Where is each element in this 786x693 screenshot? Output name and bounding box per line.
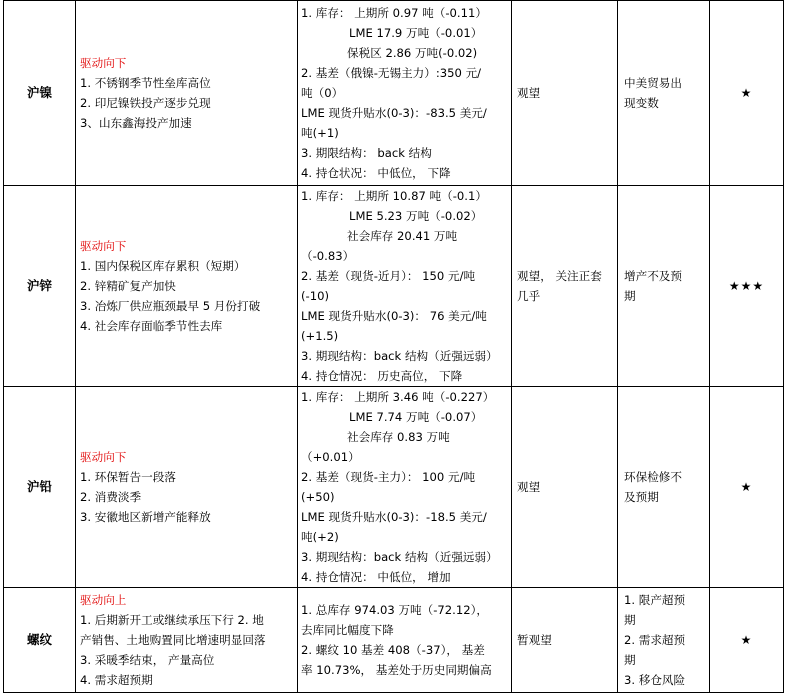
- driver-item: 3. 采暖季结束， 产量高位: [80, 653, 215, 667]
- driver-direction: 驱动向下: [80, 239, 127, 253]
- view-text: 暂观望: [517, 633, 552, 647]
- view-cell: [512, 1, 618, 186]
- driver-cell: [76, 387, 298, 588]
- view-text: 几乎: [517, 289, 541, 303]
- fundamental-item: 去库同比幅度下降: [301, 623, 394, 637]
- driver-cell: [76, 1, 298, 186]
- driver-direction: 驱动向下: [80, 56, 127, 70]
- fundamental-item: LME 5.23 万吨（-0.02）: [349, 209, 483, 223]
- fundamental-item: 1. 总库存 974.03 万吨（-72.12），: [301, 603, 489, 617]
- view-text: 观望， 关注正套: [517, 269, 602, 283]
- risk-text: 期: [624, 613, 636, 627]
- driver-cell: [76, 186, 298, 387]
- driver-item: 产销售、土地购置同比增速明显回落: [80, 633, 266, 647]
- table-row: [4, 588, 784, 693]
- risk-text: 增产不及预: [624, 269, 682, 283]
- fundamental-item: 1. 库存： 上期所 0.97 吨（-0.11）: [301, 6, 487, 20]
- risk-text: 1. 限产超预: [624, 593, 686, 607]
- driver-item: 1. 后期新开工或继续承压下行 2. 地: [80, 613, 264, 627]
- fundamental-item: LME 7.74 万吨（-0.07）: [349, 410, 483, 424]
- commodity-name: 沪镍: [26, 85, 52, 100]
- fundamental-item: 保税区 2.86 万吨(-0.02): [347, 46, 478, 60]
- table-row: [4, 1, 784, 186]
- driver-direction: 驱动向下: [80, 450, 127, 464]
- commodity-strategy-table: [3, 0, 784, 693]
- view-cell: [512, 588, 618, 693]
- table-row: [4, 387, 784, 588]
- risk-text: 2. 需求超预: [624, 633, 686, 647]
- driver-item: 3. 安徽地区新增产能释放: [80, 510, 211, 524]
- fundamental-item: 社会库存 20.41 万吨: [347, 229, 458, 243]
- fundamental-item: 率 10.73%， 基差处于历史同期偏高: [301, 663, 492, 677]
- driver-cell: [76, 588, 298, 693]
- fundamental-item: 1. 库存： 上期所 10.87 吨（-0.1）: [301, 189, 487, 203]
- table-row: [4, 186, 784, 387]
- rating-cell: [710, 588, 784, 693]
- fundamental-item: 4. 持仓情况： 历史高位， 下降: [301, 369, 463, 383]
- fundamental-item: (+1.5): [301, 329, 339, 343]
- commodity-name: 螺纹: [26, 632, 52, 647]
- fundamentals-cell: [298, 387, 512, 588]
- driver-item: 1. 不锈钢季节性垒库高位: [80, 76, 211, 90]
- fundamental-item: 吨(+2): [301, 530, 339, 544]
- risk-cell: [618, 1, 710, 186]
- driver-item: 4. 需求超预期: [80, 673, 153, 687]
- fundamental-item: 2. 基差（俄镍-无锡主力）:350 元/: [301, 66, 482, 80]
- commodity-name-cell: [4, 186, 76, 387]
- fundamental-item: 1. 库存： 上期所 3.46 吨（-0.227）: [301, 390, 495, 404]
- fundamental-item: 3. 期限结构： back 结构: [301, 146, 432, 160]
- fundamentals-cell: [298, 1, 512, 186]
- fundamental-item: 2. 基差（现货-近月）： 150 元/吨: [301, 269, 476, 283]
- fundamental-item: LME 17.9 万吨（-0.01）: [349, 26, 483, 40]
- risk-text: 现变数: [624, 96, 659, 110]
- view-text: 观望: [517, 86, 541, 100]
- driver-item: 4. 社会库存面临季节性去库: [80, 319, 223, 333]
- driver-item: 3、山东鑫海投产加速: [80, 116, 192, 130]
- fundamentals-cell: [298, 588, 512, 693]
- view-cell: [512, 186, 618, 387]
- commodity-name: 沪铅: [26, 479, 52, 494]
- rating-cell: [710, 1, 784, 186]
- fundamental-item: 吨（0）: [301, 86, 344, 100]
- driver-item: 1. 环保暂告一段落: [80, 470, 176, 484]
- risk-text: 期: [624, 289, 636, 303]
- view-text: 观望: [517, 480, 541, 494]
- driver-item: 2. 印尼镍铁投产逐步兑现: [80, 96, 211, 110]
- fundamental-item: 3. 期现结构：back 结构（近强远弱）: [301, 550, 498, 564]
- fundamental-item: (+50): [301, 490, 335, 504]
- fundamentals-cell: [298, 186, 512, 387]
- driver-item: 1. 国内保税区库存累积（短期）: [80, 259, 246, 273]
- fundamental-item: （+0.01）: [301, 450, 360, 464]
- fundamental-item: （-0.83）: [301, 249, 355, 263]
- rating-cell: [710, 186, 784, 387]
- risk-text: 及预期: [624, 490, 659, 504]
- risk-cell: [618, 588, 710, 693]
- fundamental-item: (-10): [301, 289, 329, 303]
- driver-item: 3. 冶炼厂供应瓶颈最早 5 月份打破: [80, 299, 261, 313]
- risk-cell: [618, 186, 710, 387]
- commodity-name-cell: [4, 588, 76, 693]
- risk-cell: [618, 387, 710, 588]
- fundamental-item: 社会库存 0.83 万吨: [347, 430, 450, 444]
- commodity-name: 沪锌: [26, 278, 52, 293]
- fundamental-item: LME 现货升贴水(0-3)：-83.5 美元/: [301, 106, 487, 120]
- risk-text: 3. 移仓风险: [624, 673, 686, 687]
- commodity-name-cell: [4, 1, 76, 186]
- rating-cell: [710, 387, 784, 588]
- fundamental-item: 4. 持仓情况： 中低位， 增加: [301, 570, 451, 584]
- risk-text: 期: [624, 653, 636, 667]
- rating-stars: ★: [740, 480, 753, 494]
- fundamental-item: 2. 基差（现货-主力）： 100 元/吨: [301, 470, 476, 484]
- driver-item: 2. 消费淡季: [80, 490, 142, 504]
- driver-direction: 驱动向上: [80, 593, 127, 607]
- fundamental-item: LME 现货升贴水(0-3)： 76 美元/吨: [301, 309, 487, 323]
- risk-text: 环保检修不: [624, 470, 682, 484]
- commodity-name-cell: [4, 387, 76, 588]
- view-cell: [512, 387, 618, 588]
- driver-item: 2. 锌精矿复产加快: [80, 279, 176, 293]
- fundamental-item: 2. 螺纹 10 基差 408（-37）， 基差: [301, 643, 485, 657]
- fundamental-item: 4. 持仓状况： 中低位， 下降: [301, 166, 451, 180]
- fundamental-item: 3. 期现结构：back 结构（近强远弱）: [301, 349, 498, 363]
- rating-stars: ★★★: [728, 279, 765, 293]
- risk-text: 中美贸易出: [624, 76, 682, 90]
- fundamental-item: LME 现货升贴水(0-3)：-18.5 美元/: [301, 510, 487, 524]
- fundamental-item: 吨(+1): [301, 126, 339, 140]
- rating-stars: ★: [740, 633, 753, 647]
- rating-stars: ★: [740, 86, 753, 100]
